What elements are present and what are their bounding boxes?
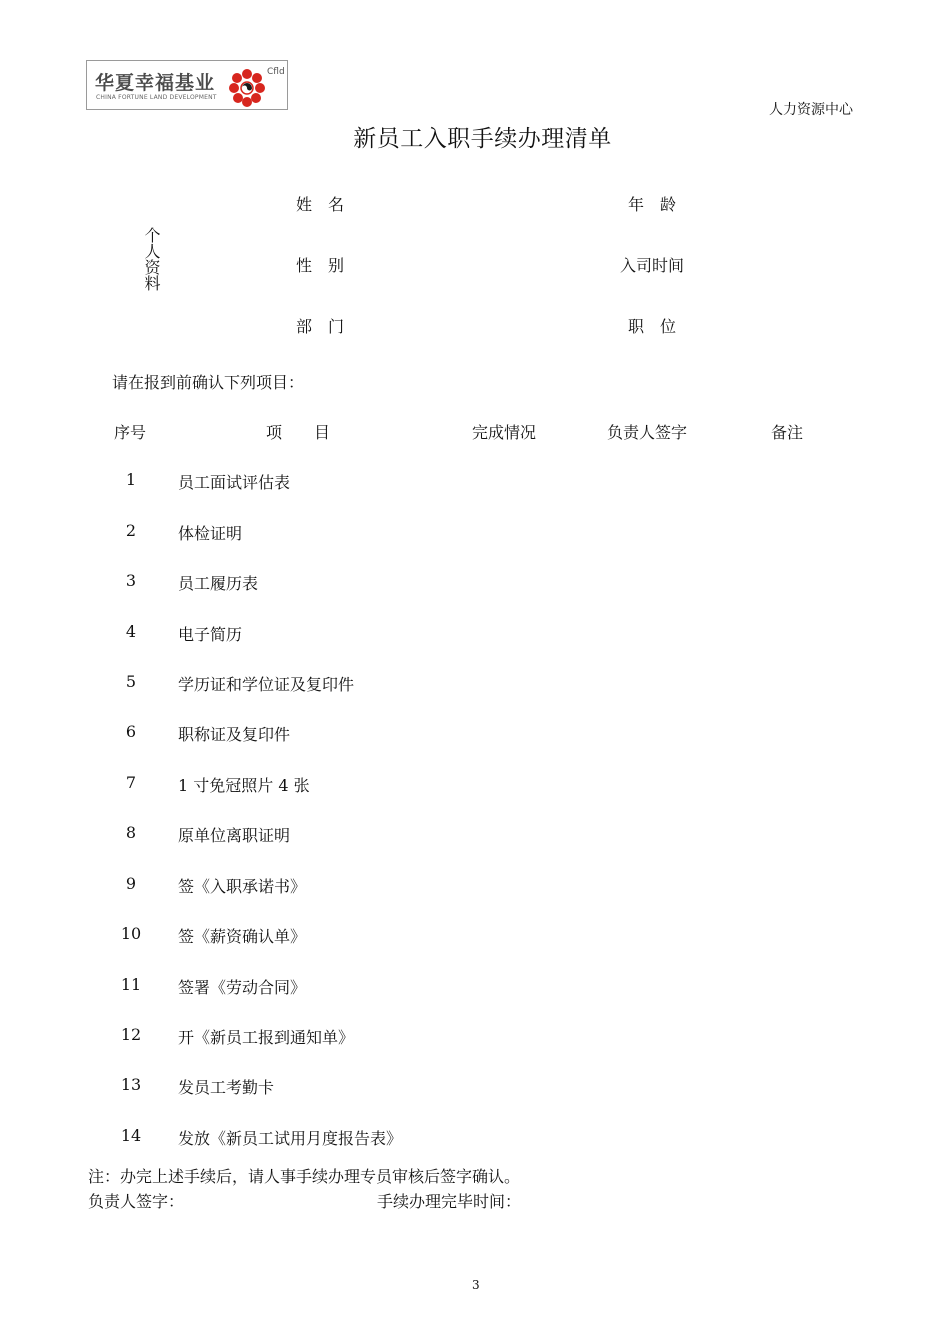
name-label: 姓 名 — [296, 195, 345, 214]
row-seq: 3 — [125, 571, 137, 590]
personal-section-label: 个人资料 — [142, 227, 161, 291]
row-seq: 12 — [120, 1025, 142, 1044]
header-item: 项 目 — [266, 423, 331, 442]
age-label: 年 龄 — [628, 195, 677, 214]
row-item: 电子简历 — [178, 625, 243, 644]
row-item: 体检证明 — [178, 524, 243, 543]
page-number: 3 — [472, 1278, 480, 1292]
logo-mark-text: Cfld — [267, 67, 285, 77]
row-seq: 14 — [120, 1126, 142, 1145]
row-item: 签《薪资确认单》 — [178, 927, 307, 946]
row-item: 员工履历表 — [178, 574, 259, 593]
row-item: 原单位离职证明 — [178, 826, 291, 845]
row-item: 签署《劳动合同》 — [178, 978, 307, 997]
row-seq: 7 — [125, 773, 137, 792]
row-seq: 6 — [125, 722, 137, 741]
company-logo — [86, 60, 288, 110]
row-seq: 13 — [120, 1075, 142, 1094]
gender-label: 性 别 — [296, 256, 345, 275]
row-item: 员工面试评估表 — [178, 473, 291, 492]
row-item: 学历证和学位证及复印件 — [178, 675, 355, 694]
intro-text: 请在报到前确认下列项目： — [112, 373, 305, 392]
footer-note: 注：办完上述手续后，请人事手续办理专员审核后签字确认。 — [88, 1167, 521, 1186]
position-label: 职 位 — [628, 317, 677, 336]
row-seq: 4 — [125, 622, 137, 641]
row-seq: 5 — [125, 672, 137, 691]
row-seq: 2 — [125, 521, 137, 540]
row-seq: 9 — [125, 874, 137, 893]
row-seq: 1 — [125, 470, 137, 489]
department-label: 部 门 — [296, 317, 345, 336]
header-signer: 负责人签字 — [607, 423, 688, 442]
signer-label: 负责人签字： — [88, 1192, 185, 1211]
row-seq: 8 — [125, 823, 137, 842]
finish-time-label: 手续办理完毕时间： — [377, 1192, 522, 1211]
header-remarks: 备注 — [771, 423, 804, 442]
join-date-label: 入司时间 — [620, 256, 685, 275]
logo-chinese-text: 华夏幸福基业 — [95, 72, 216, 94]
row-item: 1 寸免冠照片 4 张 — [178, 776, 310, 795]
row-item: 发放《新员工试用月度报告表》 — [178, 1129, 403, 1148]
flower-logo-icon — [225, 65, 269, 109]
row-seq: 11 — [120, 975, 142, 994]
row-item: 职称证及复印件 — [178, 725, 291, 744]
row-item: 开《新员工报到通知单》 — [178, 1028, 355, 1047]
row-item: 签《入职承诺书》 — [178, 877, 307, 896]
row-item: 发员工考勤卡 — [178, 1078, 275, 1097]
page-title: 新员工入职手续办理清单 — [353, 126, 612, 152]
header-status: 完成情况 — [472, 423, 537, 442]
header-seq: 序号 — [114, 423, 147, 442]
department-header: 人力资源中心 — [769, 102, 853, 118]
row-seq: 10 — [120, 924, 142, 943]
logo-english-text: CHINA FORTUNE LAND DEVELOPMENT — [96, 94, 217, 101]
